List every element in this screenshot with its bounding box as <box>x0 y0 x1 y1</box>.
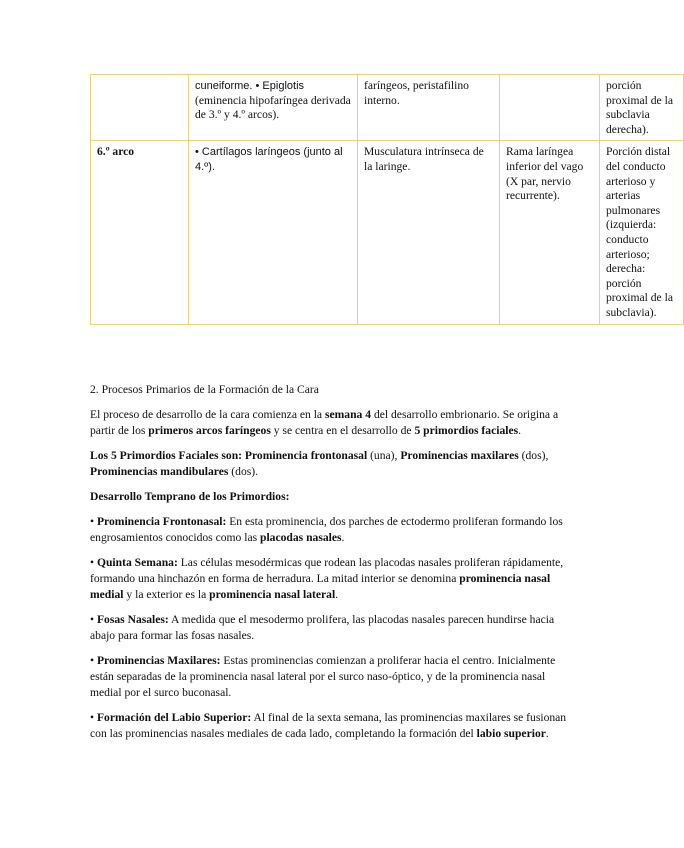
table-row <box>91 75 684 141</box>
text-run: del desarrollo embrionario. Se origina a partir de los <box>90 408 559 437</box>
text-run: En esta prominencia, dos parches de ectodermo proliferan formando los engrosamientos conocidos como las <box>90 515 563 544</box>
text-run: . <box>335 588 339 601</box>
bold-run: prominencia nasal lateral <box>209 588 336 601</box>
intro-paragraph <box>90 407 570 439</box>
item-lead: Prominencias Maxilares: <box>96 654 221 667</box>
bold-run: primeros arcos faríngeos <box>148 424 271 437</box>
table-cell-arch: 6.º arco <box>91 141 189 324</box>
table-cell-arch <box>91 75 189 141</box>
table-cell-skeletal <box>189 141 358 324</box>
table-cell-arteries: Porción distal del conducto arterioso y arterias pulmonares (izquierda: conducto arterioso; derecha: porción proximal de la subclavia). <box>600 141 684 324</box>
item-lead: Formación del Labio Superior: <box>96 711 252 724</box>
bold-run: Prominencias mandibulares <box>90 465 229 478</box>
bold-run: semana 4 <box>324 408 372 421</box>
bullet: • <box>90 711 95 724</box>
primordios-paragraph <box>90 448 570 480</box>
text-run: . <box>518 424 522 437</box>
bold-run: labio superior <box>476 727 546 740</box>
table-row <box>91 141 684 324</box>
cell-text: (eminencia hipofaríngea derivada de 3.º y 4.º arcos). <box>195 93 351 122</box>
cell-lead-text: cuneiforme. • Epiglotis <box>195 80 305 92</box>
bullet: • <box>90 613 95 626</box>
text-run: (dos). <box>228 465 259 478</box>
text-run: Las células mesodérmicas que rodean las placodas nasales proliferan rápidamente, formando una hinchazón en forma de herradura. La mitad interior se denomina <box>90 556 564 585</box>
bullet: • <box>90 556 95 569</box>
bold-run: Los 5 Primordios Faciales son: Prominencia frontonasal <box>90 449 368 462</box>
list-item <box>90 653 570 701</box>
table-cell-nerve <box>500 75 600 141</box>
bold-run: Prominencias maxilares <box>400 449 519 462</box>
table-cell-skeletal <box>189 75 358 141</box>
bold-run: 5 primordios faciales <box>414 424 519 437</box>
bold-run: prominencia nasal medial <box>90 572 551 601</box>
item-lead: Prominencia Frontonasal: <box>96 515 227 528</box>
text-run: A medida que el mesodermo prolifera, las placodas nasales parecen hundirse hacia abajo para formar las fosas nasales. <box>90 613 555 642</box>
text-run: (una), <box>367 449 401 462</box>
text-run: El proceso de desarrollo de la cara comienza en la <box>90 408 325 421</box>
section-title: 2. Procesos Primarios de la Formación de la Cara <box>90 383 319 396</box>
list-item <box>90 710 570 742</box>
bullet: • <box>90 515 95 528</box>
text-run: y la exterior es la <box>123 588 210 601</box>
item-lead: Fosas Nasales: <box>96 613 169 626</box>
document-body <box>90 382 570 751</box>
text-run: Estas prominencias comienzan a proliferar hacia el centro. Inicialmente están separadas de la prominencia nasal lateral por el surco naso-óptico, y de la prominencia nasal medial por el surco buconasal. <box>90 654 556 699</box>
table-cell-nerve: Rama laríngea inferior del vago (X par, nervio recurrente). <box>500 141 600 324</box>
table-cell-muscles: faríngeos, peristafilino interno. <box>358 75 500 141</box>
text-run: . <box>341 531 345 544</box>
list-item <box>90 514 570 546</box>
list-item <box>90 555 570 603</box>
text-run: . <box>545 727 549 740</box>
table-cell-arteries: porción proximal de la subclavia derecha). <box>600 75 684 141</box>
bold-run: placodas nasales <box>260 531 342 544</box>
item-lead: Quinta Semana: <box>96 556 178 569</box>
subheading <box>90 489 570 505</box>
subheading-text: Desarrollo Temprano de los Primordios: <box>90 490 290 503</box>
text-run: (dos), <box>518 449 549 462</box>
text-run: y se centra en el desarrollo de <box>270 424 415 437</box>
table-cell-muscles: Musculatura intrínseca de la laringe. <box>358 141 500 324</box>
text-run: Al final de la sexta semana, las prominencias maxilares se fusionan con las prominencias nasales mediales de cada lado, completando la formación del <box>90 711 567 740</box>
pharyngeal-arches-table <box>90 74 684 325</box>
list-item <box>90 612 570 644</box>
cell-text: • Cartílagos laríngeos (junto al 4.º). <box>195 146 343 173</box>
bullet: • <box>90 654 95 667</box>
